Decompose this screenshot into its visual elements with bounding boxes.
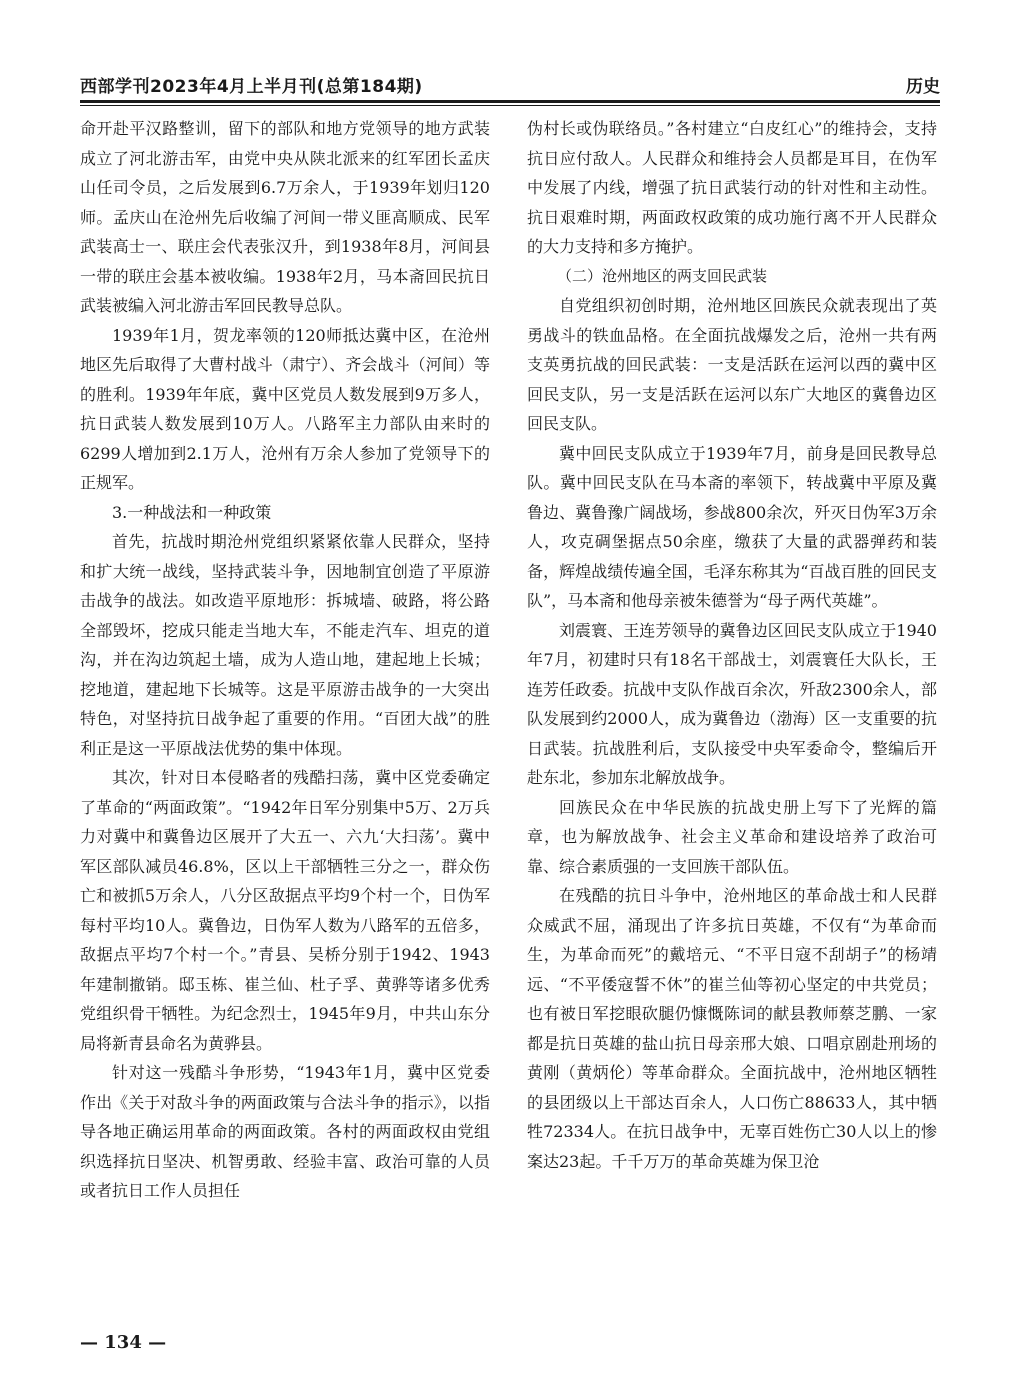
- paragraph: 其次，针对日本侵略者的残酷扫荡，冀中区党委确定了革命的“两面政策”。“1942年日军分别集中5万、2万兵力对冀中和冀鲁边区展开了大五一、六九‘大扫荡’。冀中军区部队减员46.8%，区以上干部牺牲三分之一，群众伤亡和被抓5万余人，八分区敌据点平均9个村一个，日伪军每村平均10人。冀鲁边，日伪军人数为八路军的五倍多，敌据点平均7个村一个。”青县、吴桥分别于1942、1943年建制撤销。邸玉栋、崔兰仙、杜子孚、黄骅等诸多优秀党组织骨干牺牲。为纪念烈士，1945年9月，中共山东分局将新青县命名为黄骅县。: [80, 768, 490, 1053]
- paragraph: 首先，抗战时期沧州党组织紧紧依靠人民群众，坚持和扩大统一战线，坚持武装斗争，因地制宜创造了平原游击战争的战法。如改造平原地形：拆城墙、破路，将公路全部毁坏，挖成只能走当地大车，不能走汽车、坦克的道沟，并在沟边筑起土墙，成为人造山地，建起地上长城；挖地道，建起地下长城等。这是平原游击战争的一大突出特色，对坚持抗日战争起了重要的作用。“百团大战”的胜利正是这一平原战法优势的集中体现。: [80, 532, 490, 758]
- left-column: [80, 114, 490, 1206]
- header-rule-thin: [80, 105, 940, 106]
- paragraph: 冀中回民支队成立于1939年7月，前身是回民教导总队。冀中回民支队在马本斋的率领下，转战冀中平原及冀鲁边、冀鲁豫广阔战场，参战800余次，歼灭日伪军3万余人，攻克碉堡据点50余座，缴获了大量的武器弹药和装备，辉煌战绩传遍全国，毛泽东称其为“百战百胜的回民支队”，马本斋和他母亲被朱德誉为“母子两代英雄”。: [527, 443, 937, 610]
- header-rule-thick: [80, 100, 940, 103]
- paragraph: 刘震寰、王连芳领导的冀鲁边区回民支队成立于1940年7月，初建时只有18名干部战士，刘震寰任大队长，王连芳任政委。抗战中支队作战百余次，歼敌2300余人，部队发展到约2000人，成为冀鲁边（渤海）区一支重要的抗日武装。抗战胜利后，支队接受中央军委命令，整编后开赴东北，参加东北解放战争。: [527, 620, 937, 787]
- paragraph: 伪村长或伪联络员。”各村建立“白皮红心”的维持会，支持抗日应付敌人。人民群众和维持会人员都是耳目，在伪军中发展了内线，增强了抗日武装行动的针对性和主动性。抗日艰难时期，两面政权政策的成功施行离不开人民群众的大力支持和多方掩护。: [527, 119, 937, 256]
- paragraph: （二）沧州地区的两支回民武装: [557, 266, 768, 285]
- right-column: [527, 114, 937, 1176]
- paragraph: 命开赴平汉路整训，留下的部队和地方党领导的地方武装成立了河北游击军，由党中央从陕北派来的红军团长孟庆山任司令员，之后发展到6.7万余人，于1939年划归120师。孟庆山在沧州先后收编了河间一带义匪高顺成、民军武装高士一、联庄会代表张汉升，到1938年8月，河间县一带的联庄会基本被收编。1938年2月，马本斋回民抗日武装被编入河北游击军回民教导总队。: [80, 119, 490, 315]
- section-label: 历史: [906, 77, 940, 97]
- paragraph: 1939年1月，贺龙率领的120师抵达冀中区，在沧州地区先后取得了大曹村战斗（肃宁）、齐会战斗（河间）等的胜利。1939年年底，冀中区党员人数发展到9万多人，抗日武装人数发展到10万人。八路军主力部队由来时的6299人增加到2.1万人，沧州有万余人参加了党领导下的正规军。: [80, 325, 490, 492]
- running-header: [80, 68, 940, 98]
- page-number: — 134 —: [80, 1332, 167, 1353]
- paragraph: 在残酷的抗日斗争中，沧州地区的革命战士和人民群众威武不屈，涌现出了许多抗日英雄，不仅有“为革命而生，为革命而死”的戴培元、“不平日寇不刮胡子”的杨靖远、“不平倭寇誓不休”的崔兰仙等初心坚定的中共党员；也有被日军挖眼砍腿仍慷慨陈词的献县教师蔡芝鹏、一家都是抗日英雄的盐山抗日母亲邢大娘、口唱京剧赴刑场的黄刚（黄炳伦）等革命群众。全面抗战中，沧州地区牺牲的县团级以上干部达百余人，人口伤亡88633人，其中牺牲72334人。在抗日战争中，无辜百姓伤亡30人以上的惨案达23起。千千万万的革命英雄为保卫沧: [527, 886, 937, 1171]
- paragraph: 自党组织初创时期，沧州地区回族民众就表现出了英勇战斗的铁血品格。在全面抗战爆发之后，沧州一共有两支英勇抗战的回民武装：一支是活跃在运河以西的冀中区回民支队，另一支是活跃在运河以东广大地区的冀鲁边区回民支队。: [527, 296, 937, 433]
- paragraph: 针对这一残酷斗争形势，“1943年1月，冀中区党委作出《关于对敌斗争的两面政策与合法斗争的指示》，以指导各地正确运用革命的两面政策。各村的两面政权由党组织选择抗日坚决、机智勇敢、经验丰富、政治可靠的人员或者抗日工作人员担任: [80, 1063, 490, 1200]
- paragraph: 回族民众在中华民族的抗战史册上写下了光辉的篇章，也为解放战争、社会主义革命和建设培养了政治可靠、综合素质强的一支回族干部队伍。: [527, 797, 937, 876]
- journal-title: 西部学刊2023年4月上半月刊(总第184期): [80, 77, 423, 97]
- paragraph: 3.一种战法和一种政策: [112, 502, 272, 522]
